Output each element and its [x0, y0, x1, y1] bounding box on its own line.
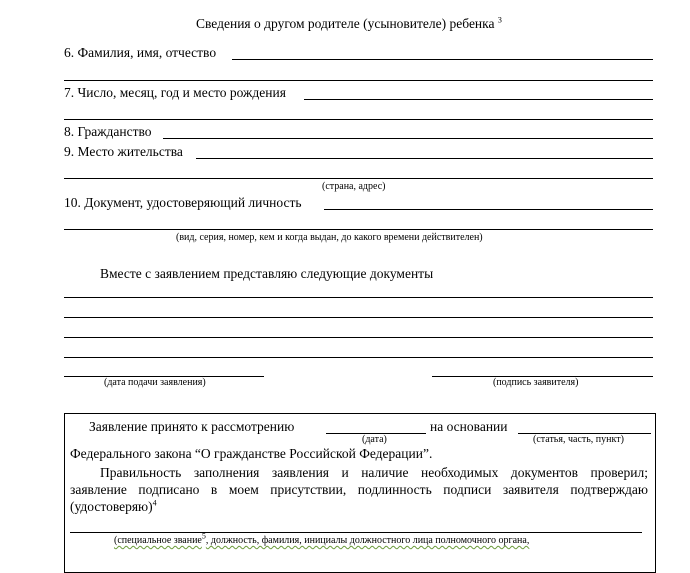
- field-10-hint: (вид, серия, номер, кем и когда выдан, до какого времени действителен): [176, 232, 483, 243]
- field-9-input-line-2[interactable]: [64, 178, 653, 179]
- applicant-signature-hint: (подпись заявителя): [493, 377, 579, 388]
- field-10-input-line-2[interactable]: [64, 229, 653, 230]
- field-10-label: 10. Документ, удостоверяющий личность: [64, 195, 302, 210]
- basis-article-hint: (статья, часть, пункт): [533, 434, 624, 445]
- field-8-input-line[interactable]: [163, 138, 653, 139]
- footnote-ref-4: 4: [152, 498, 157, 508]
- field-9-hint: (страна, адрес): [322, 181, 386, 192]
- rank-hint-part-b: , должность, фамилия, инициалы должностного лица полномочного органа,: [205, 535, 530, 546]
- check-line-2: заявление подписано в моем присутствии, подлинность подписи заявителя подтверждаю: [70, 482, 648, 497]
- field-10-input-line[interactable]: [324, 209, 653, 210]
- check-line-1: Правильность заполнения заявления и наличие необходимых документов проверил;: [100, 465, 648, 480]
- basis-label: на основании: [430, 419, 508, 434]
- documents-line-4[interactable]: [64, 357, 653, 358]
- rank-hint-part-a: (специальное звание: [114, 535, 202, 546]
- documents-line-3[interactable]: [64, 337, 653, 338]
- field-8-label: 8. Гражданство: [64, 124, 152, 139]
- date-signature-hint: (дата подачи заявления): [104, 377, 206, 388]
- documents-line-1[interactable]: [64, 297, 653, 298]
- footnote-ref-5: 5: [201, 531, 206, 541]
- field-6-input-line[interactable]: [232, 59, 653, 60]
- field-6-input-line-2[interactable]: [64, 80, 653, 81]
- section-title: [196, 16, 502, 32]
- field-6-label: 6. Фамилия, имя, отчество: [64, 45, 217, 60]
- law-line: Федерального закона “О гражданстве Российской Федерации”.: [70, 446, 433, 461]
- documents-line-2[interactable]: [64, 317, 653, 318]
- accepted-label: Заявление принято к рассмотрению: [89, 419, 295, 434]
- field-7-input-line[interactable]: [304, 99, 653, 100]
- documents-heading: Вместе с заявлением представляю следующие документы: [100, 266, 434, 281]
- footnote-ref-3: 3: [497, 15, 502, 25]
- official-rank-hint: [114, 531, 530, 547]
- field-9-label: 9. Место жительства: [64, 144, 183, 159]
- accepted-date-hint: (дата): [362, 434, 387, 445]
- field-7-label: 7. Число, месяц, год и место рождения: [64, 85, 286, 100]
- field-9-input-line[interactable]: [196, 158, 653, 159]
- check-line-3: [70, 499, 157, 515]
- section-title-text: Сведения о другом родителе (усыновителе) ребенка: [196, 16, 495, 31]
- check-line-3-text: (удостоверяю): [70, 499, 153, 514]
- official-signature-line[interactable]: [70, 532, 642, 533]
- field-7-input-line-2[interactable]: [64, 119, 653, 120]
